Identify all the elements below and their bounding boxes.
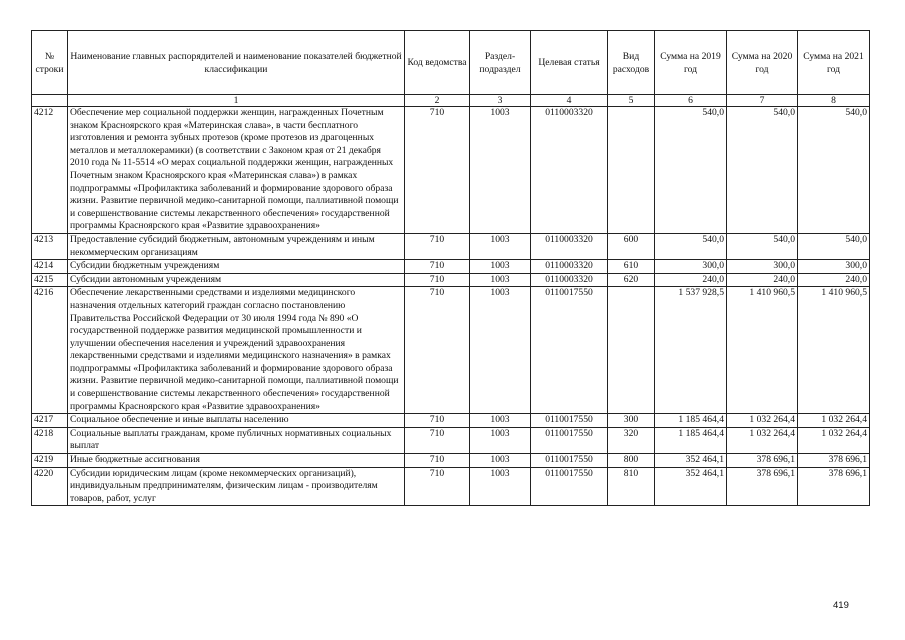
table-row xyxy=(32,107,870,234)
header-sum-2020: Сумма на 2020 год xyxy=(727,31,798,95)
row-sum-2021: 540,0 xyxy=(798,233,870,259)
row-sum-2021: 540,0 xyxy=(798,107,870,234)
row-section: 1003 xyxy=(470,414,531,428)
row-name: Субсидии юридическим лицам (кроме некоммерческих организаций), индивидуальным предпринимателям, физическим лицам - производителям товаров, работ, услуг xyxy=(68,467,405,506)
row-target: 0110003320 xyxy=(531,107,608,234)
row-dept-code: 710 xyxy=(405,287,470,414)
row-sum-2019: 540,0 xyxy=(655,233,727,259)
row-number: 4212 xyxy=(32,107,68,234)
row-dept-code: 710 xyxy=(405,260,470,274)
row-exp-type: 620 xyxy=(608,273,655,287)
row-name: Субсидии автономным учреждениям xyxy=(68,273,405,287)
column-number: 2 xyxy=(405,95,470,107)
column-number xyxy=(32,95,68,107)
table-row xyxy=(32,414,870,428)
row-number: 4214 xyxy=(32,260,68,274)
row-name: Иные бюджетные ассигнования xyxy=(68,454,405,468)
row-sum-2021: 378 696,1 xyxy=(798,467,870,506)
row-name: Обеспечение мер социальной поддержки женщин, награжденных Почетным знаком Красноярского края «Материнская слава», в части бесплатного изготовления и ремонта зубных протезов (кроме протезов из драгоценных металлов и металлокерамики) (в соответствии с Законом края от 21 декабря 2010 года № 11-5514 «О мерах социальной поддержки женщин, награжденных Почетным знаком Красноярского края «Материнская слава») в рамках подпрограммы «Профилактика заболеваний и формирование здорового образа жизни. Развитие первичной медико-санитарной помощи, паллиативной помощи и совершенствование системы лекарственного обеспечения» государственной программы Красноярского края «Развитие здравоохранения» xyxy=(68,107,405,234)
row-section: 1003 xyxy=(470,273,531,287)
row-sum-2019: 1 185 464,4 xyxy=(655,414,727,428)
column-number: 8 xyxy=(798,95,870,107)
header-section: Раздел-подраздел xyxy=(470,31,531,95)
row-dept-code: 710 xyxy=(405,107,470,234)
row-target: 0110003320 xyxy=(531,260,608,274)
row-section: 1003 xyxy=(470,454,531,468)
row-section: 1003 xyxy=(470,467,531,506)
budget-table xyxy=(31,30,870,506)
row-name: Предоставление субсидий бюджетным, автономным учреждениям и иным некоммерческим организациям xyxy=(68,233,405,259)
row-name: Субсидии бюджетным учреждениям xyxy=(68,260,405,274)
table-row xyxy=(32,273,870,287)
row-section: 1003 xyxy=(470,427,531,453)
row-sum-2021: 378 696,1 xyxy=(798,454,870,468)
column-number-row xyxy=(32,95,870,107)
row-target: 0110017550 xyxy=(531,427,608,453)
table-row xyxy=(32,427,870,453)
row-exp-type xyxy=(608,107,655,234)
row-name: Социальные выплаты гражданам, кроме публичных нормативных социальных выплат xyxy=(68,427,405,453)
row-sum-2021: 300,0 xyxy=(798,260,870,274)
header-name: Наименование главных распорядителей и наименование показателей бюджетной классификации xyxy=(68,31,405,95)
header-exp-type: Вид расходов xyxy=(608,31,655,95)
row-sum-2020: 300,0 xyxy=(727,260,798,274)
row-dept-code: 710 xyxy=(405,427,470,453)
row-section: 1003 xyxy=(470,260,531,274)
column-number: 3 xyxy=(470,95,531,107)
row-sum-2020: 1 032 264,4 xyxy=(727,427,798,453)
row-sum-2019: 352 464,1 xyxy=(655,467,727,506)
header-dept-code: Код ведомства xyxy=(405,31,470,95)
row-number: 4216 xyxy=(32,287,68,414)
column-number: 7 xyxy=(727,95,798,107)
row-sum-2019: 300,0 xyxy=(655,260,727,274)
row-dept-code: 710 xyxy=(405,454,470,468)
row-target: 0110017550 xyxy=(531,467,608,506)
header-row xyxy=(32,31,870,95)
row-sum-2020: 1 410 960,5 xyxy=(727,287,798,414)
header-sum-2021: Сумма на 2021 год xyxy=(798,31,870,95)
row-number: 4213 xyxy=(32,233,68,259)
row-name: Социальное обеспечение и иные выплаты населению xyxy=(68,414,405,428)
row-target: 0110017550 xyxy=(531,414,608,428)
row-dept-code: 710 xyxy=(405,273,470,287)
column-number: 1 xyxy=(68,95,405,107)
row-number: 4217 xyxy=(32,414,68,428)
header-sum-2019: Сумма на 2019 год xyxy=(655,31,727,95)
row-exp-type: 320 xyxy=(608,427,655,453)
row-section: 1003 xyxy=(470,107,531,234)
row-sum-2021: 1 410 960,5 xyxy=(798,287,870,414)
row-number: 4220 xyxy=(32,467,68,506)
row-sum-2020: 378 696,1 xyxy=(727,454,798,468)
row-name: Обеспечение лекарственными средствами и изделиями медицинского назначения отдельных категорий граждан согласно постановлению Правительства Российской Федерации от 30 июля 1994 года № 890 «О государственной поддержке развития медицинской промышленности и улучшении обеспечения населения и учреждений здравоохранения лекарственными средствами и изделиями медицинского назначения» в рамках подпрограммы «Профилактика заболеваний и формирование здорового образа жизни. Развитие первичной медико-санитарной помощи, паллиативной помощи и совершенствование системы лекарственного обеспечения» государственной программы Красноярского края «Развитие здравоохранения» xyxy=(68,287,405,414)
row-section: 1003 xyxy=(470,233,531,259)
row-target: 0110017550 xyxy=(531,287,608,414)
row-exp-type: 810 xyxy=(608,467,655,506)
row-sum-2020: 1 032 264,4 xyxy=(727,414,798,428)
row-target: 0110017550 xyxy=(531,454,608,468)
row-exp-type: 610 xyxy=(608,260,655,274)
header-target: Целевая статья xyxy=(531,31,608,95)
row-sum-2019: 540,0 xyxy=(655,107,727,234)
row-section: 1003 xyxy=(470,287,531,414)
row-exp-type: 300 xyxy=(608,414,655,428)
row-sum-2020: 240,0 xyxy=(727,273,798,287)
row-exp-type: 800 xyxy=(608,454,655,468)
column-number: 4 xyxy=(531,95,608,107)
row-dept-code: 710 xyxy=(405,414,470,428)
row-number: 4215 xyxy=(32,273,68,287)
row-sum-2019: 1 185 464,4 xyxy=(655,427,727,453)
row-sum-2020: 540,0 xyxy=(727,107,798,234)
row-number: 4219 xyxy=(32,454,68,468)
table-row xyxy=(32,287,870,414)
row-target: 0110003320 xyxy=(531,273,608,287)
row-dept-code: 710 xyxy=(405,467,470,506)
table-row xyxy=(32,454,870,468)
table-row xyxy=(32,233,870,259)
row-number: 4218 xyxy=(32,427,68,453)
row-sum-2019: 240,0 xyxy=(655,273,727,287)
row-sum-2020: 540,0 xyxy=(727,233,798,259)
column-number: 5 xyxy=(608,95,655,107)
row-sum-2021: 1 032 264,4 xyxy=(798,414,870,428)
column-number: 6 xyxy=(655,95,727,107)
row-sum-2020: 378 696,1 xyxy=(727,467,798,506)
table-row xyxy=(32,260,870,274)
row-sum-2021: 1 032 264,4 xyxy=(798,427,870,453)
row-sum-2019: 1 537 928,5 xyxy=(655,287,727,414)
row-exp-type xyxy=(608,287,655,414)
row-sum-2021: 240,0 xyxy=(798,273,870,287)
row-sum-2019: 352 464,1 xyxy=(655,454,727,468)
table-row xyxy=(32,467,870,506)
header-row-no: № строки xyxy=(32,31,68,95)
row-target: 0110003320 xyxy=(531,233,608,259)
page-number: 419 xyxy=(833,600,849,611)
row-dept-code: 710 xyxy=(405,233,470,259)
row-exp-type: 600 xyxy=(608,233,655,259)
